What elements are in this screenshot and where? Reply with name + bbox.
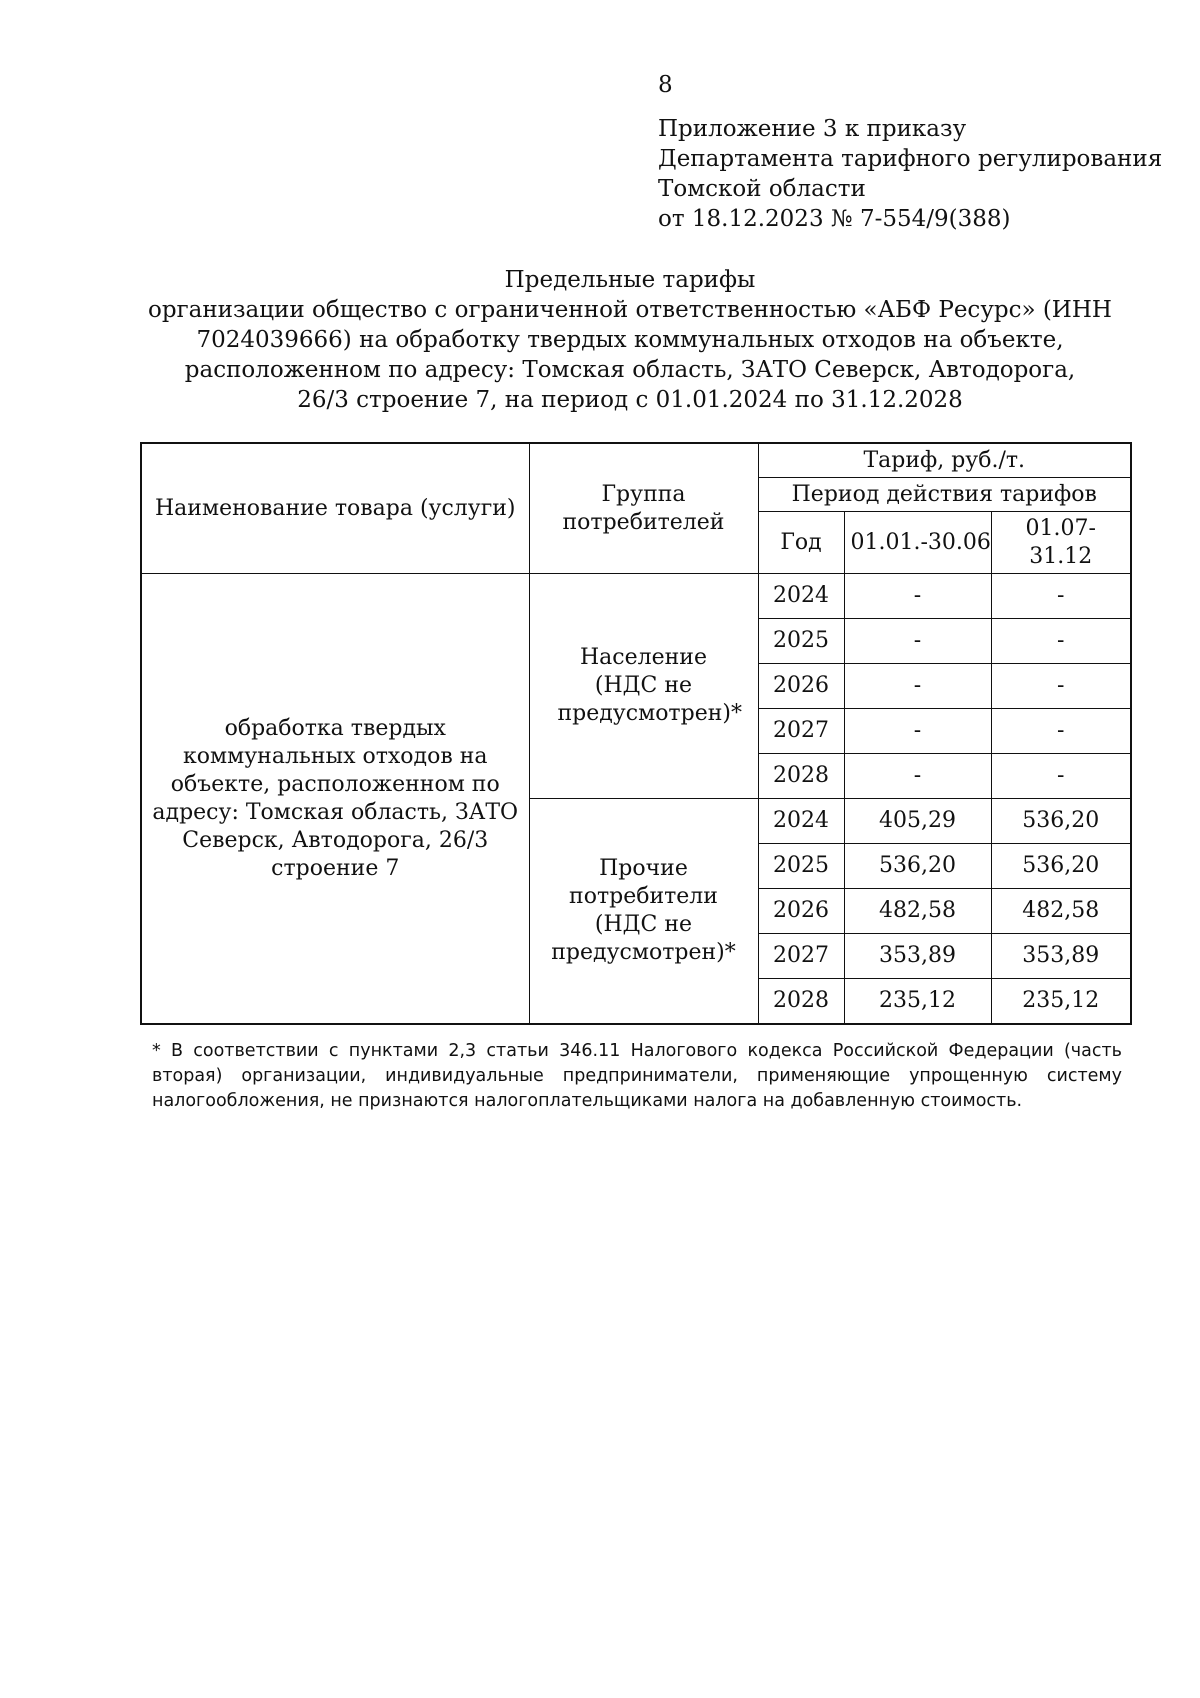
header-tariff: Тариф, руб./т.: [758, 443, 1131, 478]
table-header-row: [141, 443, 1131, 478]
value-cell: 482,58: [844, 889, 991, 934]
value-cell: -: [844, 754, 991, 799]
title-line: 26/3 строение 7, на период с 01.01.2024 по 31.12.2028: [297, 387, 963, 413]
table-row: [141, 574, 1131, 619]
header-year: Год: [758, 512, 844, 574]
year-cell: 2025: [758, 619, 844, 664]
year-cell: 2025: [758, 844, 844, 889]
header-period: Период действия тарифов: [758, 478, 1131, 512]
value-cell: -: [991, 664, 1131, 709]
value-cell: 235,12: [991, 979, 1131, 1025]
appendix-line: Приложение 3 к приказу: [658, 116, 967, 142]
group-name-cell: Прочие потребители (НДС не предусмотрен)*: [529, 799, 758, 1025]
appendix-reference: [658, 114, 1162, 234]
title-line: 7024039666) на обработку твердых коммунальных отходов на объекте,: [196, 327, 1064, 353]
value-cell: -: [844, 619, 991, 664]
footnote: * В соответствии с пунктами 2,3 статьи 346.11 Налогового кодекса Российской Федерации (часть вторая) организации, индивидуальные предприниматели, применяющие упрощенную систему налогообложения, не признаются налогоплательщиками налога на добавленную стоимость.: [152, 1041, 1122, 1111]
appendix-line: Томской области: [658, 176, 866, 202]
year-cell: 2027: [758, 934, 844, 979]
header-group: Группа потребителей: [529, 443, 758, 574]
value-cell: 235,12: [844, 979, 991, 1025]
title-line: расположенном по адресу: Томская область, ЗАТО Северск, Автодорога,: [184, 357, 1076, 383]
year-cell: 2027: [758, 709, 844, 754]
year-cell: 2026: [758, 664, 844, 709]
year-cell: 2026: [758, 889, 844, 934]
value-cell: -: [844, 574, 991, 619]
tariff-table: [140, 442, 1132, 1025]
value-cell: 353,89: [844, 934, 991, 979]
value-cell: 482,58: [991, 889, 1131, 934]
value-cell: -: [991, 754, 1131, 799]
year-cell: 2024: [758, 799, 844, 844]
value-cell: -: [991, 574, 1131, 619]
value-cell: 536,20: [991, 844, 1131, 889]
header-half1: 01.01.-30.06: [844, 512, 991, 574]
product-name-cell: обработка твердых коммунальных отходов на объекте, расположенном по адресу: Томская область, ЗАТО Северск, Автодорога, 26/3 строение 7: [141, 574, 529, 1025]
group-name-cell: Население (НДС не предусмотрен)*: [529, 574, 758, 799]
value-cell: -: [844, 664, 991, 709]
year-cell: 2028: [758, 754, 844, 799]
value-cell: 405,29: [844, 799, 991, 844]
value-cell: -: [844, 709, 991, 754]
appendix-line: Департамента тарифного регулирования: [658, 146, 1163, 172]
header-half2: 01.07-31.12: [991, 512, 1131, 574]
year-cell: 2024: [758, 574, 844, 619]
value-cell: -: [991, 619, 1131, 664]
page-number: 8: [658, 72, 673, 98]
header-product: Наименование товара (услуги): [141, 443, 529, 574]
value-cell: 536,20: [844, 844, 991, 889]
value-cell: -: [991, 709, 1131, 754]
year-cell: 2028: [758, 979, 844, 1025]
document-title: [140, 265, 1120, 415]
value-cell: 536,20: [991, 799, 1131, 844]
appendix-line: от 18.12.2023 № 7-554/9(388): [658, 206, 1011, 232]
value-cell: 353,89: [991, 934, 1131, 979]
title-line: Предельные тарифы: [504, 267, 756, 293]
title-line: организации общество с ограниченной ответственностью «АБФ Ресурс» (ИНН: [148, 297, 1112, 323]
